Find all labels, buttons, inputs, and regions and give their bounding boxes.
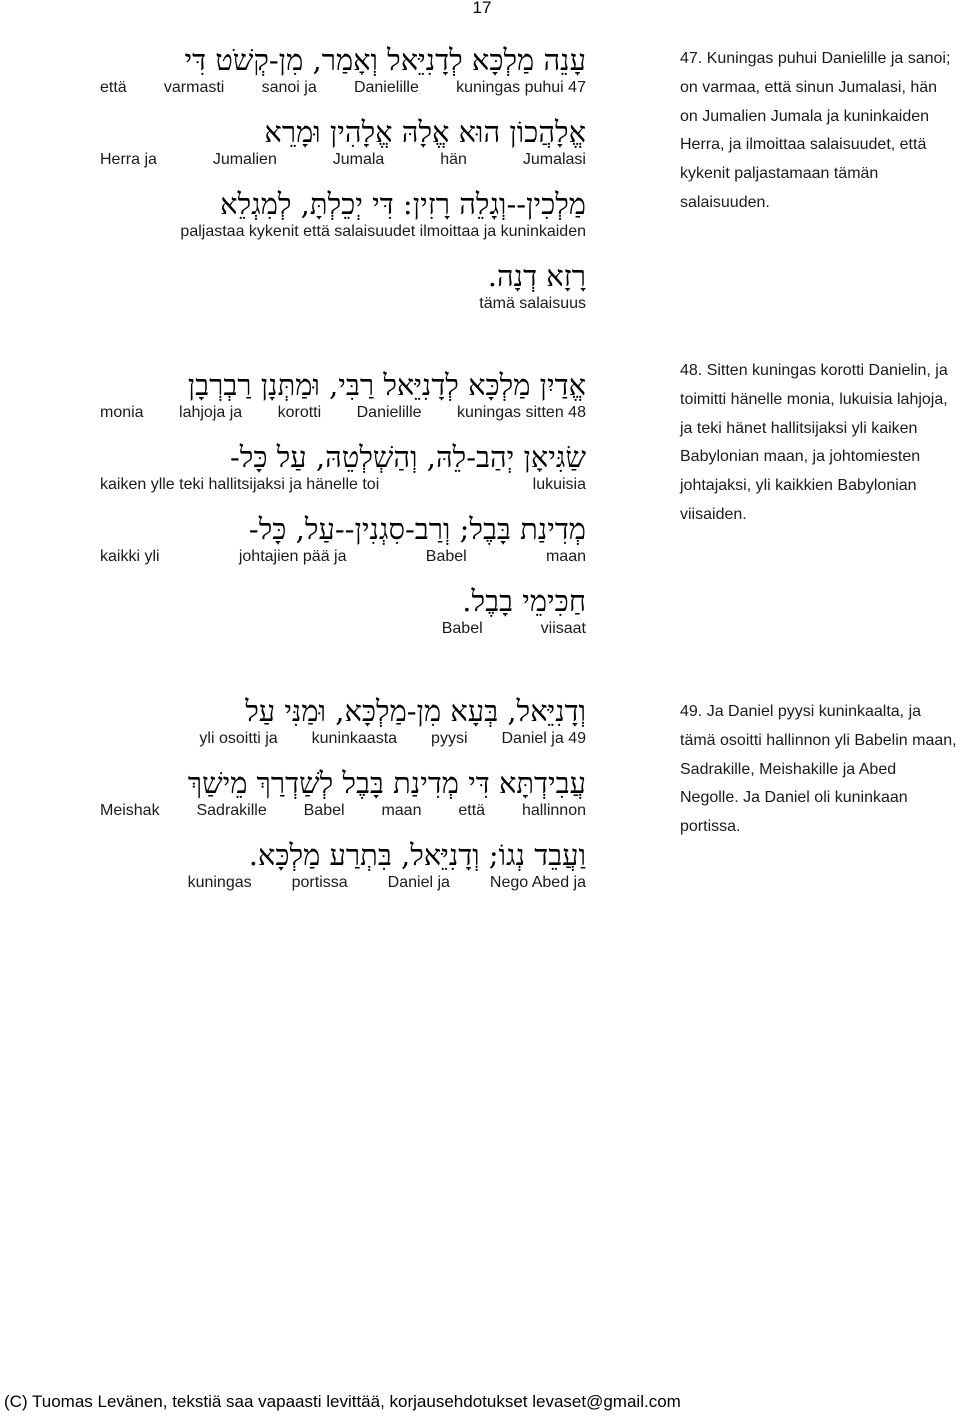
gloss-line bbox=[100, 547, 586, 583]
gloss-word: monia bbox=[100, 404, 144, 421]
gloss-word: Jumalien bbox=[212, 151, 277, 168]
gloss-word: Babel bbox=[425, 548, 467, 565]
gloss-word: kuningas puhui 47 bbox=[456, 79, 586, 96]
gloss-word: pyysi bbox=[431, 730, 468, 747]
gloss-line bbox=[100, 403, 586, 439]
gloss-line bbox=[100, 294, 586, 330]
hebrew-line: וְדָנִיֵּאל, בְּעָא מִן-מַלְכָּא, וּמַנִּי עַל bbox=[245, 694, 586, 728]
gloss-word: että bbox=[458, 802, 486, 819]
gloss-word: kuningas bbox=[187, 874, 252, 891]
gloss-line bbox=[100, 78, 586, 114]
gloss-word: Meishak bbox=[100, 802, 160, 819]
gloss-word: tämä salaisuus bbox=[479, 295, 586, 312]
hebrew-line: עָנֵה מַלְכָּא לְדָנִיֵּאל וְאָמַר, מִן-קְשֹׁט דִּי bbox=[184, 43, 586, 77]
gloss-word: että bbox=[100, 79, 127, 96]
gloss-line bbox=[100, 873, 586, 909]
gloss-line bbox=[100, 619, 586, 655]
gloss-line bbox=[100, 801, 586, 837]
gloss-word: Daniel ja bbox=[387, 874, 450, 891]
verse-translation: 48. Sitten kuningas korotti Danielin, ja toimitti hänelle monia, lukuisia lahjoja, ja teki hänet hallitsijaksi yli kaiken Babylonian maan, ja johtomiesten johtajaksi, yli kaikkien Babylonian viisaiden. bbox=[680, 362, 948, 523]
gloss-word: Jumalasi bbox=[522, 151, 586, 168]
hebrew-line: מַלְכִין--וְגָלֵה רָזִין: דִּי יְכֵלְתָּ, לְמִגְלֵא bbox=[220, 187, 586, 221]
hebrew-line: עֲבִידְתָּא דִּי מְדִינַת בָּבֶל לְשַׁדְרַךְ מֵישַׁךְ bbox=[187, 766, 586, 800]
interlinear-block bbox=[100, 367, 586, 655]
copyright-footer: (C) Tuomas Levänen, tekstiä saa vapaasti levittää, korjausehdotukset levaset@gmail.com bbox=[4, 1392, 681, 1411]
gloss-word: Babel bbox=[303, 802, 345, 819]
gloss-word: kaiken ylle teki hallitsijaksi ja hänelle toi bbox=[100, 476, 380, 493]
gloss-word: Nego Abed ja bbox=[489, 874, 586, 891]
gloss-word: viisaat bbox=[540, 620, 586, 637]
gloss-word: Babel bbox=[441, 620, 483, 637]
gloss-word: johtajien pää ja bbox=[238, 548, 347, 565]
interlinear-block bbox=[100, 42, 586, 330]
hebrew-line: וַעֲבֵד נְגוֹ; וְדָנִיֵּאל, בִּתְרַע מַלְכָּא. bbox=[248, 838, 586, 872]
gloss-word: sanoi ja bbox=[261, 79, 317, 96]
gloss-word: yli osoitti ja bbox=[199, 730, 278, 747]
hebrew-line: שַׂגִּיאָן יְהַב-לֵהּ, וְהַשְׁלְטֵהּ, עַל כָּל- bbox=[229, 440, 586, 474]
gloss-word: Danielille bbox=[356, 404, 422, 421]
gloss-word: hallinnon bbox=[521, 802, 586, 819]
verse-translation: 49. Ja Daniel pyysi kuninkaalta, ja tämä osoitti hallinnon yli Babelin maan, Sadrakille, Meishakille ja Abed Negolle. Ja Daniel oli kuninkaan portissa. bbox=[680, 703, 957, 836]
gloss-word: Danielille bbox=[353, 79, 419, 96]
gloss-word: kuningas sitten 48 bbox=[456, 404, 586, 421]
gloss-word: hän bbox=[440, 151, 467, 168]
gloss-line bbox=[100, 222, 586, 258]
gloss-word: portissa bbox=[291, 874, 348, 891]
hebrew-line: אֱלָהֲכוֹן הוּא אֱלָהּ אֱלָהִין וּמָרֵא bbox=[264, 115, 586, 149]
gloss-word: maan bbox=[381, 802, 422, 819]
gloss-word: lukuisia bbox=[532, 476, 586, 493]
hebrew-line: חַכִּימֵי בָבֶל. bbox=[462, 584, 586, 618]
hebrew-line: מְדִינַת בָּבֶל; וְרַב-סִגְנִין--עַל, כָּל- bbox=[248, 512, 586, 546]
gloss-word: Jumala bbox=[332, 151, 385, 168]
gloss-word: kaikki yli bbox=[100, 548, 160, 565]
gloss-word: maan bbox=[545, 548, 586, 565]
gloss-word: korotti bbox=[277, 404, 322, 421]
interlinear-block bbox=[100, 693, 586, 909]
hebrew-line: אֱדַיִן מַלְכָּא לְדָנִיֵּאל רַבִּי, וּמַתְּנָן רַבְרְבָן bbox=[187, 368, 586, 402]
gloss-word: Daniel ja 49 bbox=[501, 730, 586, 747]
verse-translation: 47. Kuningas puhui Danielille ja sanoi; on varmaa, että sinun Jumalasi, hän on Jumalien Jumala ja kuninkaiden Herra, ja ilmoittaa salaisuudet, että kykenit paljastamaan tämän salaisuuden. bbox=[680, 50, 951, 211]
gloss-word: kuninkaasta bbox=[311, 730, 398, 747]
gloss-line bbox=[100, 475, 586, 511]
gloss-word: lahjoja ja bbox=[179, 404, 243, 421]
gloss-word: paljastaa kykenit että salaisuudet ilmoittaa ja kuninkaiden bbox=[180, 223, 586, 240]
gloss-word: Herra ja bbox=[100, 151, 157, 168]
page-number: 17 bbox=[472, 0, 492, 17]
gloss-word: Sadrakille bbox=[196, 802, 267, 819]
gloss-line bbox=[100, 729, 586, 765]
gloss-line bbox=[100, 150, 586, 186]
gloss-word: varmasti bbox=[163, 79, 225, 96]
hebrew-line: רָזָא דְנָה. bbox=[487, 259, 586, 293]
